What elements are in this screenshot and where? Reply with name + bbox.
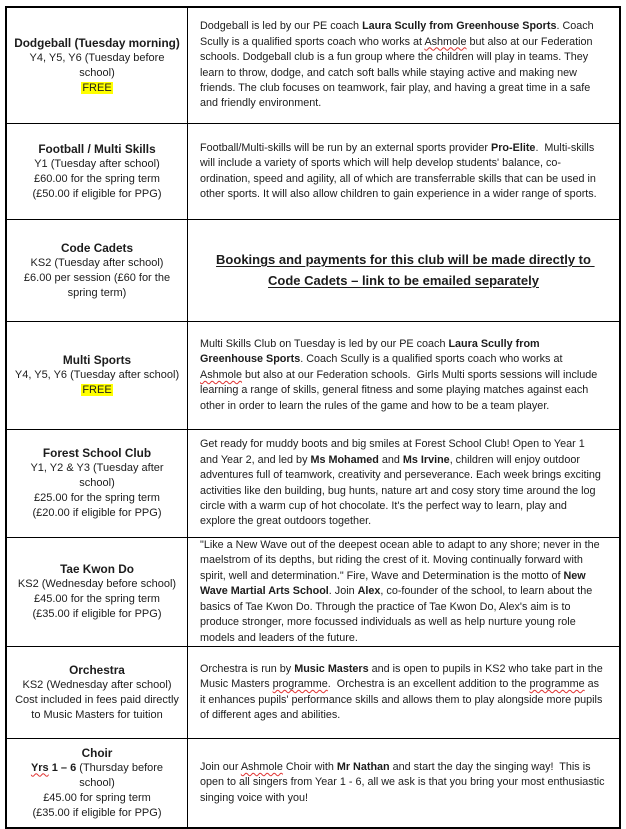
spellcheck-flagged-text: Ashmole [240, 760, 283, 773]
club-detail-line [14, 271, 180, 301]
club-info-cell [7, 8, 188, 123]
club-description [200, 760, 608, 806]
club-title: Multi Sports [62, 353, 132, 367]
club-info-cell [7, 430, 188, 537]
club-title: Dodgeball (Tuesday morning) [14, 35, 180, 50]
text-segment: Y1 (Tuesday after school) [34, 157, 160, 170]
club-title: Football / Multi Skills [38, 141, 156, 156]
club-title: Choir [81, 745, 113, 760]
club-description-cell [188, 538, 619, 646]
club-title: Forest School Club [42, 446, 152, 460]
club-detail-line [32, 607, 161, 622]
text-segment: New Wave Martial Arts School [200, 569, 589, 598]
club-detail-line [14, 761, 180, 791]
club-description [200, 538, 605, 646]
text-segment: Music Masters [294, 662, 369, 675]
text-segment: and [378, 453, 403, 466]
text-segment: Join our [200, 760, 241, 773]
text-segment: . Multi-skills will include a variety of sports which will help develop students' balance, co- ordination, speed and agility, all of which are transferrable skills that can be used in other sports. It will also allow children to gain experience in a wider range of sports. [200, 141, 599, 200]
club-detail-line [32, 806, 161, 821]
text-segment: Football/Multi-skills will be run by an external sports provider [200, 141, 492, 154]
club-row-code-cadets [7, 220, 619, 322]
text-segment: Dodgeball is led by our PE coach [200, 20, 363, 33]
club-description-cell [188, 647, 619, 738]
highlighted-text: FREE [82, 81, 112, 94]
text-segment: (£35.00 if eligible for PPG) [32, 806, 162, 819]
text-segment: Pro-Elite [491, 141, 536, 154]
spellcheck-flagged-text: Ashmole [200, 368, 243, 381]
text-segment: . Coach Scully is a qualified sports coach who works at [300, 353, 565, 366]
text-segment: KS2 (Wednesday before school) [17, 578, 177, 590]
club-description-cell [188, 124, 619, 219]
text-segment: Y4, Y5, Y6 (Tuesday after school) [14, 369, 180, 381]
text-segment: and start the day the singing way! This is open to all singers from Year 1 - 6, all we ask is that you bring your most enthusiastic singing voice with you! [200, 760, 608, 804]
clubs-table [5, 6, 621, 829]
club-row-orchestra [7, 647, 619, 739]
text-segment: £45.00 for the spring term [34, 593, 160, 605]
text-segment: KS2 (Tuesday after school) [30, 256, 164, 269]
text-segment: . Join [328, 585, 358, 598]
club-description [208, 250, 599, 292]
spellcheck-flagged-text: Ashmole [424, 35, 467, 48]
text-segment: (£50.00 if eligible for PPG) [32, 187, 162, 200]
club-detail-line [32, 187, 161, 202]
text-segment: Ms Irvine [402, 453, 450, 466]
text-segment: Mr Nathan [336, 760, 390, 773]
text-segment: (£35.00 if eligible for PPG) [32, 608, 162, 620]
spellcheck-flagged-text: Yrs [30, 761, 49, 774]
text-segment: £6.00 per session (£60 for the spring term) [23, 271, 171, 299]
text-segment: as it enhances pupils' performance skills and allows them to play alongside more pupils of different ages and abilities. [200, 678, 606, 721]
club-detail-line [81, 81, 112, 96]
club-detail-line [43, 791, 151, 806]
text-segment: 1 – 6 [48, 761, 77, 774]
club-row-forest-school-club [7, 430, 619, 538]
text-segment: Get ready for muddy boots and big smiles at Forest School Club! Open to Year 1 and Year 2, and led by [200, 438, 588, 466]
club-row-tae-kwon-do [7, 538, 619, 647]
text-segment: , children will enjoy outdoor adventures full of teamwork, creativity and perseverance. Each week brings exciting activities like den building, bug hunts, nature art and cosy story time around the log circle with a warm cup of hot chocolate. It's the perfect way to learn, play and explore the great outdoors together. [200, 453, 604, 528]
text-segment: KS2 (Wednesday after school) [22, 678, 172, 691]
club-info-cell [7, 322, 188, 429]
club-description-cell [188, 322, 619, 429]
club-detail-line [14, 693, 180, 723]
club-description-cell [188, 739, 619, 827]
club-description [200, 437, 605, 529]
text-segment: , co-founder of the school, to learn about the basics of Tae Kwon Do. Through the practice of Tae Kwon Do, Alex's aim is to produce stronger, more focussed individuals as well as help nurture young role models and leaders of the future. [200, 585, 596, 644]
club-detail-line [34, 157, 160, 172]
highlighted-text: FREE [82, 384, 112, 396]
club-description [200, 141, 605, 203]
text-segment: (£20.00 if eligible for PPG) [32, 507, 162, 519]
club-info-cell [7, 220, 188, 321]
text-segment: "Like a New Wave out of the deepest ocean able to adapt to any shore; never in the maelstrom of its depths, but riding the crest of it. Moving continually forward with spirit, well and determination." Fire, Wave and Determination is the motto of [200, 539, 603, 582]
text-segment: Alex [357, 585, 381, 598]
club-description-cell [188, 220, 619, 321]
text-segment: Multi Skills Club on Tuesday is led by our PE coach [200, 337, 449, 350]
club-title: Orchestra [69, 662, 125, 677]
text-segment: . Orchestra is an excellent addition to the [327, 678, 530, 691]
club-detail-line [18, 577, 176, 592]
club-row-multi-sports [7, 322, 619, 430]
club-row-dodgeball [7, 8, 619, 124]
club-description [200, 337, 605, 414]
club-info-cell [7, 538, 188, 646]
text-segment: (Thursday before school) [76, 761, 164, 789]
text-segment: . Coach Scully is a qualified sports coach who works at [200, 20, 597, 48]
text-segment: Choir with [282, 760, 337, 773]
club-detail-line [23, 678, 172, 693]
text-segment: Y1, Y2 & Y3 (Tuesday after school) [30, 462, 164, 489]
club-description-cell [188, 430, 619, 537]
club-description-cell [188, 8, 619, 123]
club-detail-line [14, 461, 180, 491]
club-description [200, 19, 605, 111]
text-segment: and is open to pupils in KS2 who take part in the Music Masters [200, 662, 606, 691]
club-info-cell [7, 647, 188, 738]
club-title: Tae Kwon Do [60, 562, 134, 576]
club-detail-line [34, 491, 160, 506]
club-detail-line [15, 368, 179, 383]
spellcheck-flagged-text: programme [529, 678, 585, 691]
club-info-cell [7, 124, 188, 219]
club-detail-line [81, 383, 112, 398]
text-segment: £60.00 for the spring term [34, 172, 160, 185]
club-row-choir [7, 739, 619, 827]
club-detail-line [32, 506, 161, 521]
text-segment: Cost included in fees paid directly to Music Masters for tuition [15, 693, 179, 721]
text-segment: Laura Scully from Greenhouse Sports [362, 20, 557, 33]
text-segment: but also at our Federation schools. Dodgeball club is a fun group where the children will play in teams. They learn to throw, dodge, and catch soft balls while staying active and making new friends. The club focuses on teamwork, fair play, and having a great time in a safe and friendly environment. [200, 35, 596, 110]
text-segment: Ms Mohamed [310, 453, 379, 466]
club-title: Code Cadets [60, 240, 134, 255]
club-info-cell [7, 739, 188, 827]
club-row-football-multi-skills [7, 124, 619, 220]
club-detail-line [31, 256, 164, 271]
club-detail-line [34, 172, 160, 187]
text-segment: but also at our Federation schools. Girls Multi sports sessions will include learning a range of skills, general fitness and some playing matches against each other in order to learn the rules of the game and how to be a team player. [200, 368, 601, 412]
text-segment: Orchestra is run by [200, 662, 295, 675]
club-description [200, 662, 605, 724]
text-segment: Laura Scully from Greenhouse Sports [200, 337, 543, 366]
spellcheck-flagged-text: programme [272, 678, 328, 691]
club-detail-line [14, 51, 180, 81]
text-segment: £25.00 for the spring term [34, 492, 160, 504]
text-segment: Bookings and payments for this club will be made directly to Code Cadets – link to be emailed separately [216, 251, 595, 288]
text-segment: Y4, Y5, Y6 (Tuesday before school) [29, 51, 165, 79]
club-detail-line [34, 592, 160, 607]
text-segment: £45.00 for spring term [43, 791, 151, 804]
